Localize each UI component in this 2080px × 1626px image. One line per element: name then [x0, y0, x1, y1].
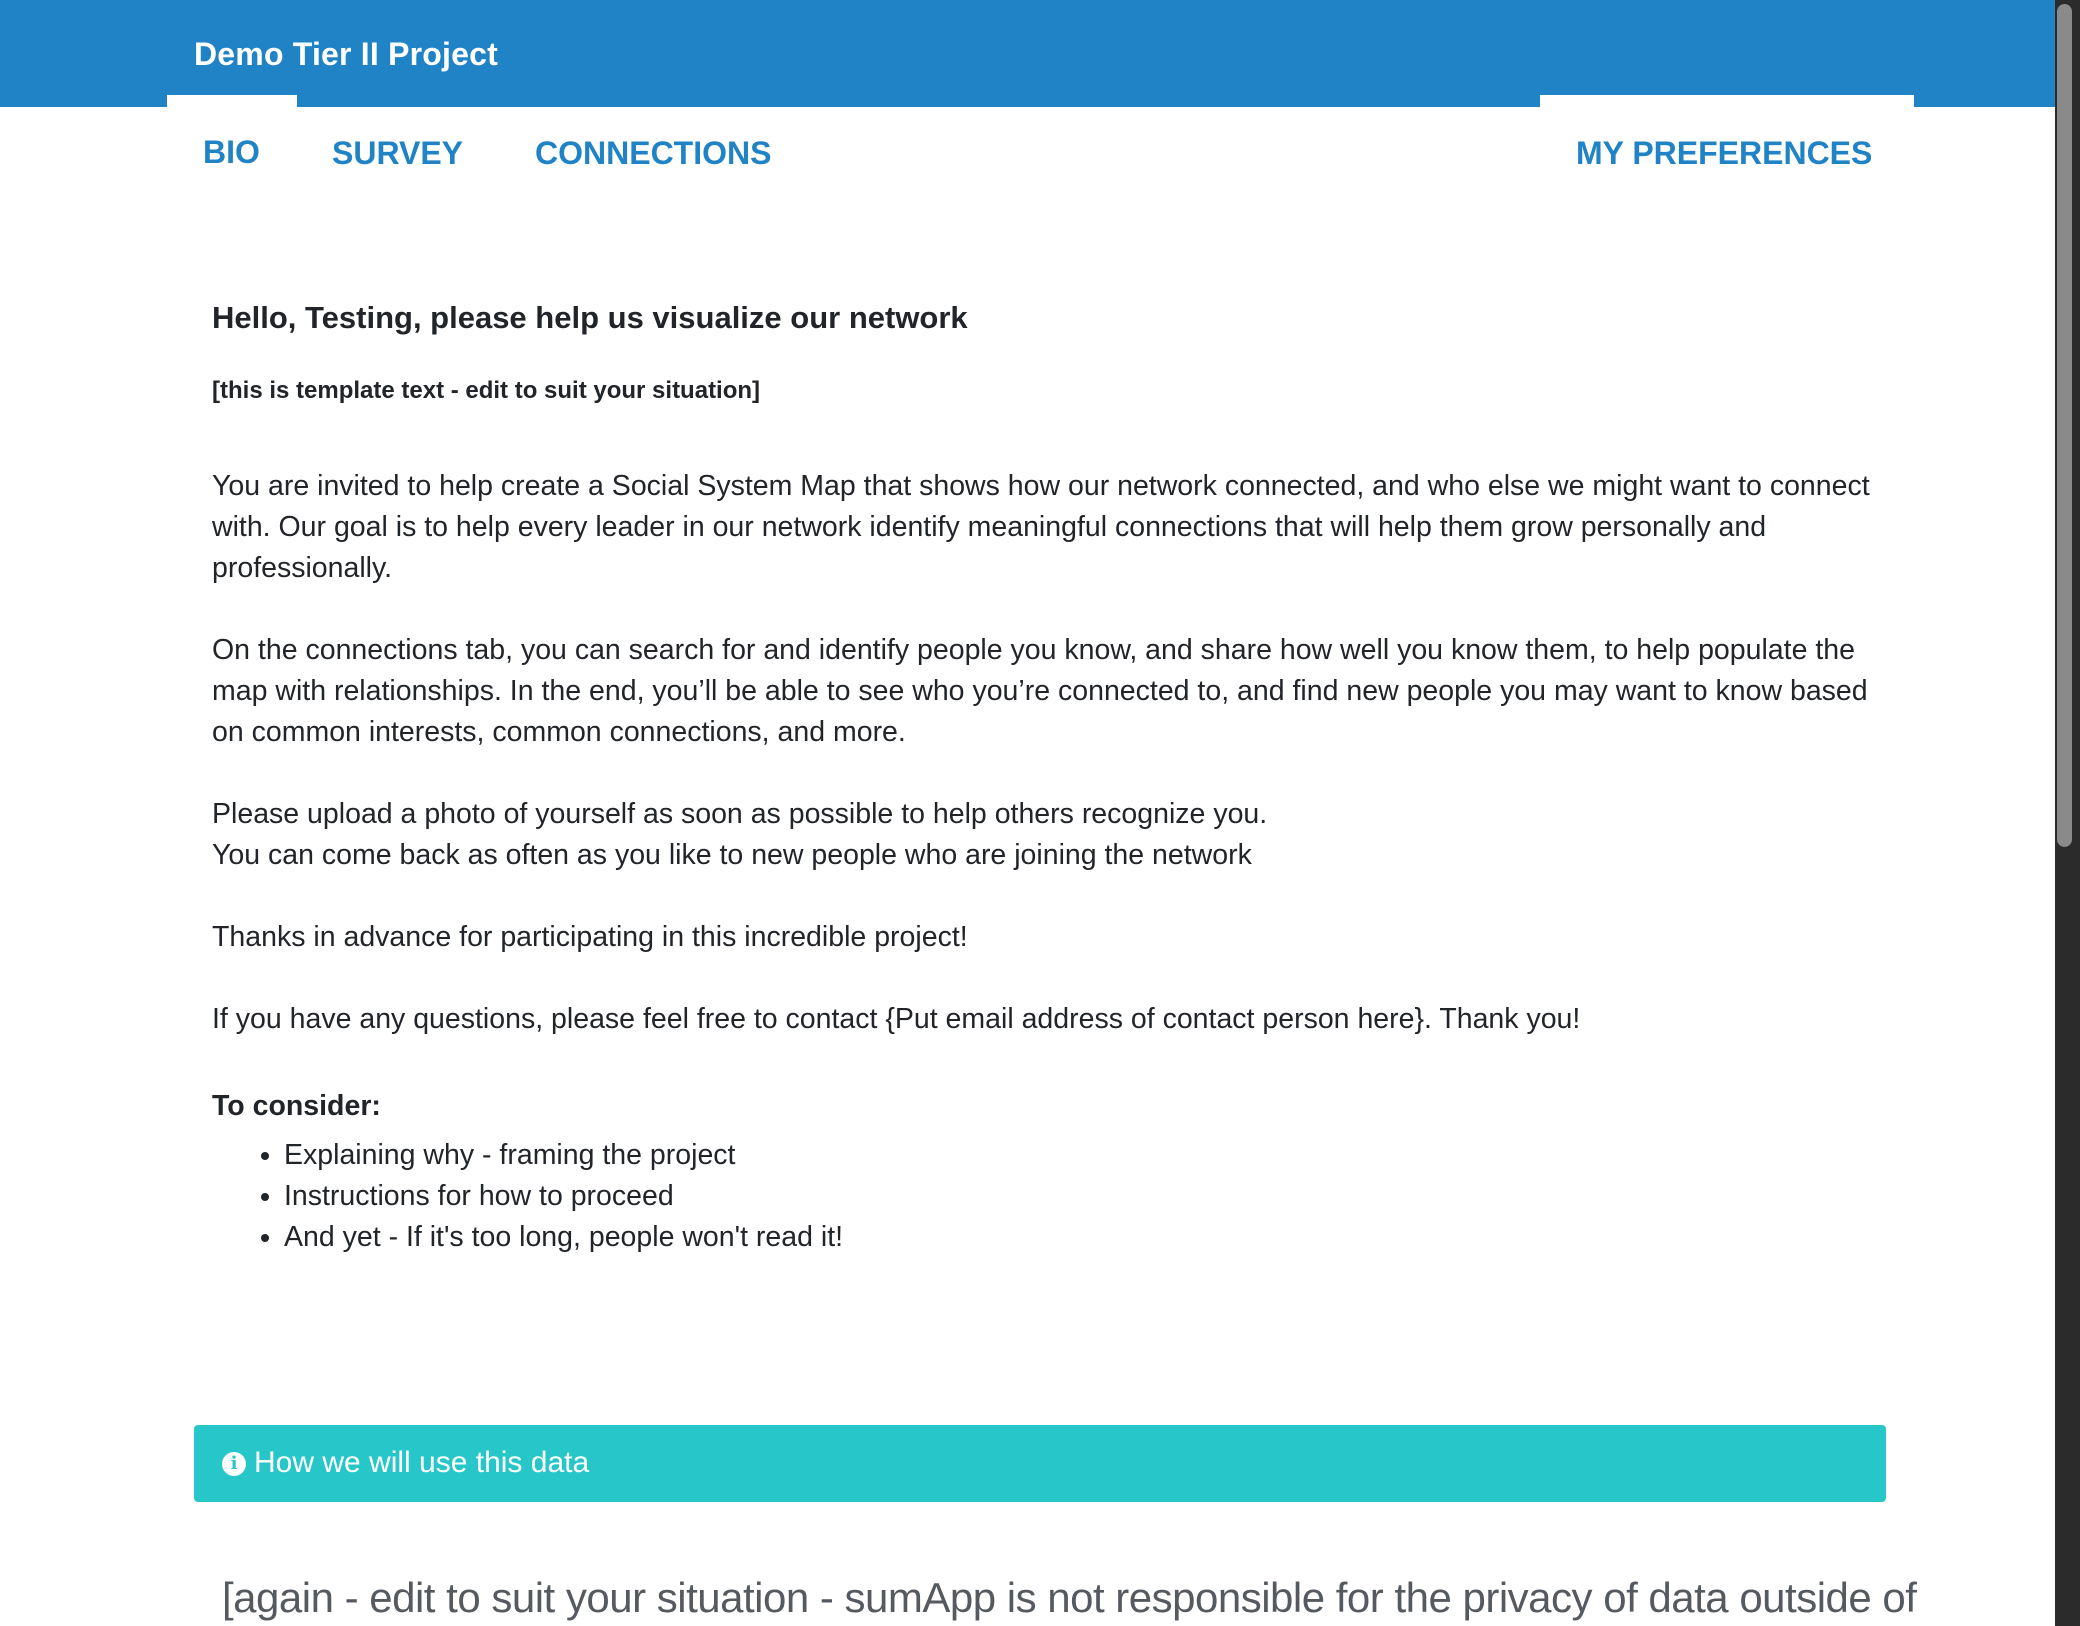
list-item: • And yet - If it's too long, people won't read it!	[284, 1217, 1872, 1258]
intro-paragraph: You are invited to help create a Social System Map that shows how our network connected, and who else we might want to connect with. Our goal is to help every leader in our network identify meaningful connections that will help them grow personally and professionally.	[212, 470, 1870, 584]
top-navbar	[0, 0, 2055, 107]
photo-paragraph-line2: You can come back as often as you like to new people who are joining the network	[212, 839, 1252, 871]
list-item: • Explaining why - framing the project	[284, 1135, 1872, 1176]
info-bar-label: How we will use this data	[254, 1446, 590, 1479]
brand-title[interactable]: Demo Tier II Project	[194, 36, 498, 72]
nav-survey[interactable]: SURVEY	[332, 135, 464, 171]
thanks-paragraph: Thanks in advance for participating in this incredible project!	[212, 921, 968, 953]
nav-bio[interactable]: BIO	[203, 134, 260, 170]
bio-tab-indicator	[167, 95, 297, 107]
page-title: Hello, Testing, please help us visualize our network	[212, 300, 968, 335]
nav-my-preferences[interactable]: MY PREFERENCES	[1576, 135, 1873, 171]
data-usage-note: [again - edit to suit your situation - sumApp is not responsible for the privacy of data outside of	[222, 1574, 1917, 1621]
contact-paragraph: If you have any questions, please feel free to contact {Put email address of contact person here}. Thank you!	[212, 1003, 1581, 1035]
how-we-use-data-toggle[interactable]	[194, 1425, 1886, 1502]
bio-content	[212, 290, 1872, 1258]
list-item: • Instructions for how to proceed	[284, 1176, 1872, 1217]
photo-paragraph-line1: Please upload a photo of yourself as soon as possible to help others recognize you.	[212, 798, 1268, 830]
preferences-tab-indicator	[1540, 95, 1914, 107]
scrollbar-thumb[interactable]	[2057, 4, 2072, 847]
consider-heading: To consider:	[212, 1090, 381, 1122]
connections-paragraph: On the connections tab, you can search for and identify people you know, and share how well you know them, to help populate the map with relationships. In the end, you’ll be able to see who you’re connected to, and find new people you may want to know based on common interests, common connections, and more.	[212, 634, 1868, 748]
template-note: [this is template text - edit to suit your situation]	[212, 377, 761, 404]
nav-connections[interactable]: CONNECTIONS	[535, 135, 772, 171]
consider-list	[212, 1135, 1872, 1258]
info-circle-icon: i	[222, 1452, 246, 1476]
